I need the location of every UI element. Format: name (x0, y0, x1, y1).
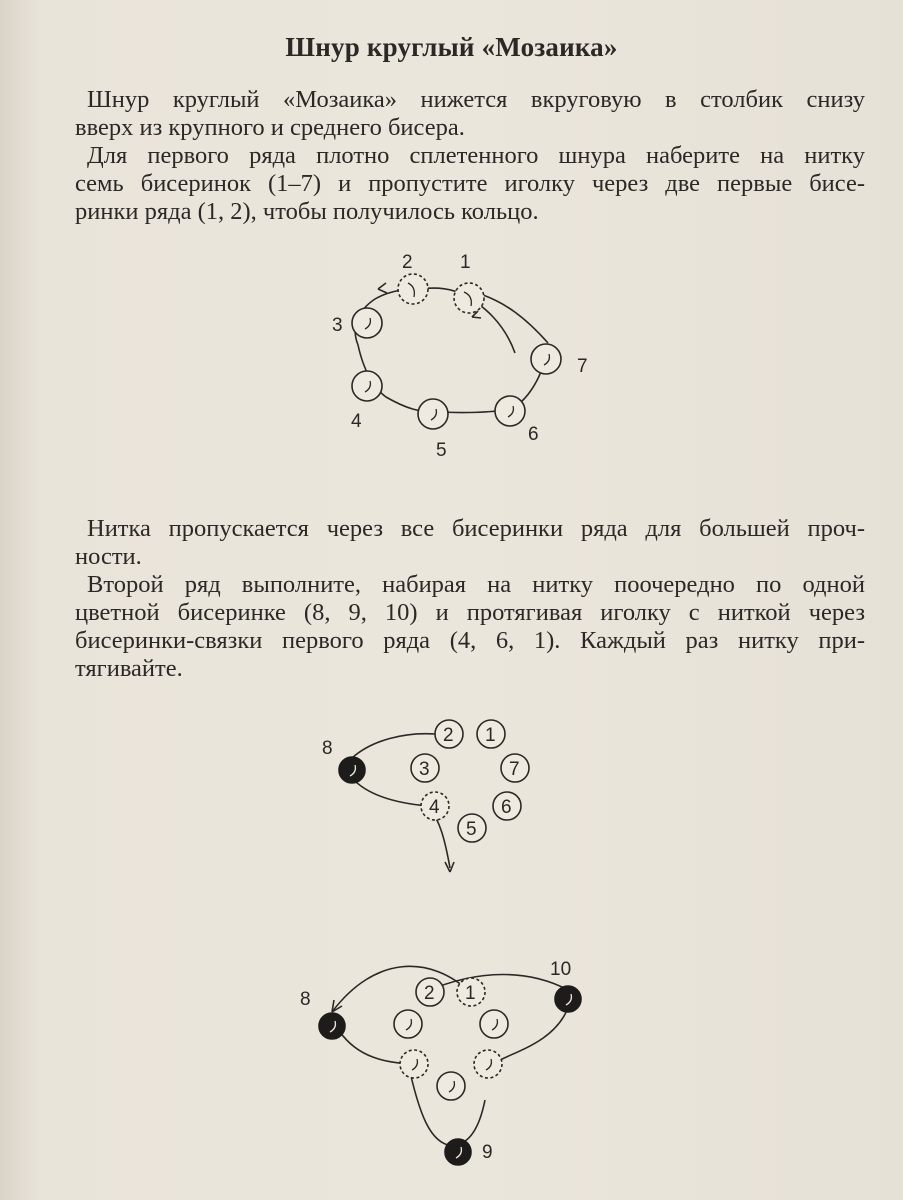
bead-1 (457, 978, 485, 1006)
bead-9 (445, 1139, 471, 1165)
svg-text:4: 4 (429, 797, 440, 818)
bead (394, 1010, 422, 1038)
bead-3 (411, 754, 439, 782)
bead (480, 1010, 508, 1038)
bead-3 (352, 308, 382, 338)
text-line: Нитка пропускается через все бисеринки ряда для большей проч- (87, 515, 865, 542)
svg-text:2: 2 (424, 983, 435, 1004)
label-4: 4 (351, 411, 362, 432)
figure-first-row-ring (320, 245, 610, 465)
bead-1 (454, 283, 484, 313)
thread-line (425, 975, 568, 993)
bead-8 (319, 1013, 345, 1039)
bead-4 (352, 371, 382, 401)
text-line: ринки ряда (1, 2), чтобы получилось кольцо. (75, 198, 539, 225)
svg-text:5: 5 (466, 819, 477, 840)
bead (474, 1050, 502, 1078)
svg-text:6: 6 (501, 797, 512, 818)
bead-2 (398, 274, 428, 304)
bead-4 (421, 792, 449, 820)
bead-6 (495, 396, 525, 426)
bead-8 (339, 757, 365, 783)
text-line: цветной бисеринке (8, 9, 10) и протягивая иголку с ниткой через (75, 599, 865, 626)
text-line: тягивайте. (75, 655, 183, 682)
thread-line (355, 288, 544, 413)
figure-second-row-step1 (310, 710, 550, 880)
bead (400, 1050, 428, 1078)
bead-2 (416, 978, 444, 1006)
text-line: вверх из крупного и среднего бисера. (75, 114, 465, 141)
bead-7 (531, 344, 561, 374)
bead-6 (493, 792, 521, 820)
bead-7 (501, 754, 529, 782)
arrow-icon (378, 283, 387, 293)
label-2: 2 (402, 252, 413, 273)
text-line: Для первого ряда плотно сплетенного шнура наберите на нитку (87, 142, 865, 169)
bead-5 (458, 814, 486, 842)
svg-text:7: 7 (509, 759, 520, 780)
label-6: 6 (528, 424, 539, 445)
label-8: 8 (300, 989, 311, 1010)
thread-line (500, 1008, 568, 1060)
bead-1 (477, 720, 505, 748)
label-7: 7 (577, 356, 588, 377)
svg-text:3: 3 (419, 759, 430, 780)
paragraph-second-row (75, 571, 865, 683)
thread-line (483, 295, 548, 343)
svg-text:2: 2 (443, 725, 454, 746)
thread-line (332, 966, 470, 1012)
svg-text:1: 1 (485, 725, 496, 746)
paragraph-thread-strength (75, 515, 865, 571)
label-1: 1 (460, 252, 471, 273)
label-9: 9 (482, 1142, 493, 1163)
text-line: Шнур круглый «Мозаика» нижется вкруговую в столбик снизу (87, 86, 865, 113)
text-line: семь бисеринок (1–7) и пропустите иголку через две первые бисе- (75, 170, 865, 197)
bead-10 (555, 986, 581, 1012)
thread-line (340, 1032, 408, 1064)
label-3: 3 (332, 315, 343, 336)
figure-second-row-complete (290, 950, 610, 1182)
label-8: 8 (322, 738, 333, 759)
paragraph-intro (75, 86, 865, 142)
svg-text:1: 1 (465, 983, 476, 1004)
text-line: ности. (75, 543, 142, 570)
paragraph-first-row (75, 142, 865, 226)
bead (437, 1072, 465, 1100)
page-title: Шнур круглый «Мозаика» (285, 32, 618, 62)
thread-line (352, 778, 450, 868)
text-line: Второй ряд выполните, набирая на нитку поочередно по одной (87, 571, 865, 598)
label-5: 5 (436, 440, 447, 461)
bead-2 (435, 720, 463, 748)
bead-5 (418, 399, 448, 429)
text-line: бисеринки-связки первого ряда (4, 6, 1). Каждый раз нитку при- (75, 627, 865, 654)
label-10: 10 (550, 959, 572, 980)
